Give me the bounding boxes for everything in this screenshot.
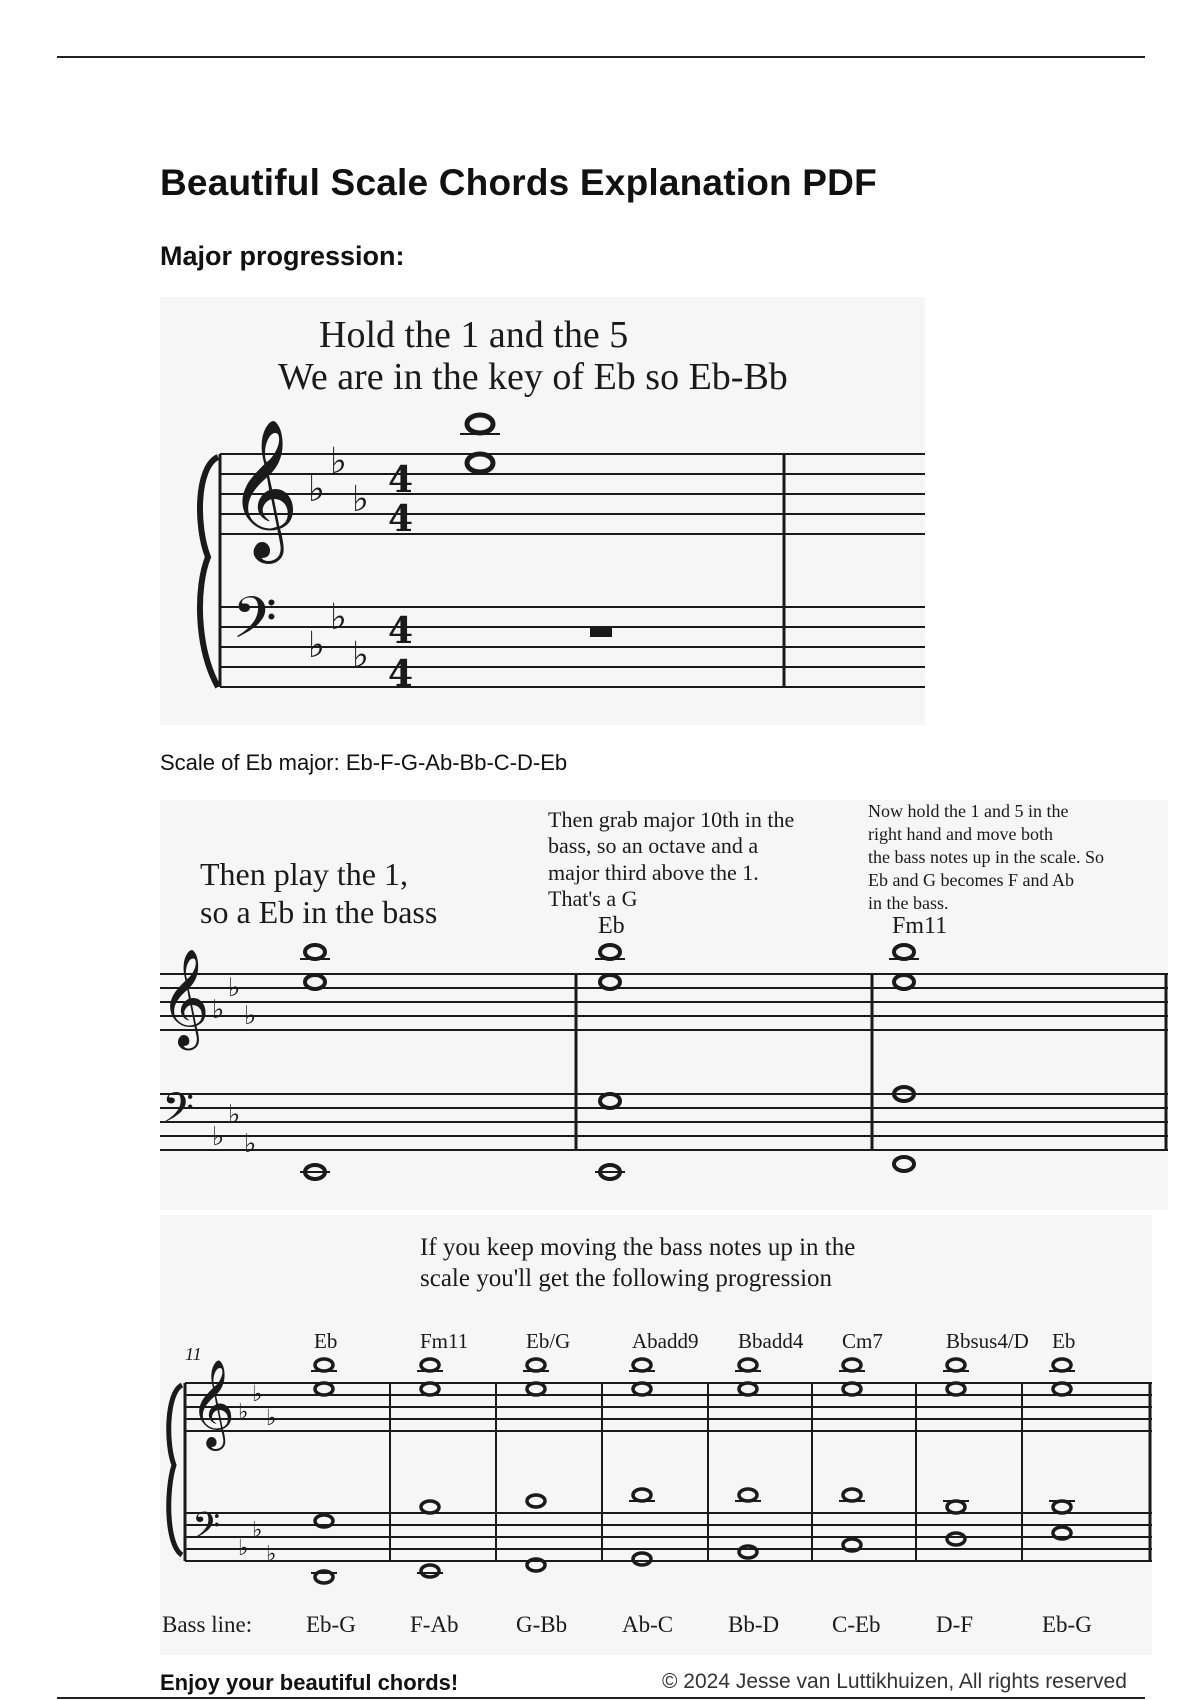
chord-symbol-fm11: Fm11 [892, 913, 948, 939]
chord-symbol: Bbsus4/D [946, 1329, 1029, 1353]
treble-note [527, 1359, 545, 1371]
whole-rest [590, 627, 612, 637]
time-signature [388, 459, 413, 695]
bass-line-pair: Eb-G [306, 1612, 356, 1637]
top-rule [57, 56, 1145, 58]
treble-note [527, 1383, 545, 1395]
figure2-caption-line1: Then play the 1, [200, 856, 408, 892]
chord-symbol: Eb [1052, 1329, 1076, 1353]
svg-text:♭: ♭ [244, 1129, 257, 1159]
measure-3-notes [889, 945, 919, 1171]
treble-staff [185, 1383, 1152, 1431]
bass-note [633, 1489, 651, 1501]
score-figure-full-progression [160, 1215, 1152, 1655]
treble-note [739, 1359, 757, 1371]
treble-note [843, 1359, 861, 1371]
svg-text:the bass notes up in the scale: the bass notes up in the scale. So [868, 847, 1104, 867]
svg-text:4: 4 [388, 459, 414, 501]
measure-2-notes [595, 945, 625, 1179]
treble-clef-icon: 𝄞 [228, 419, 299, 558]
figure2-caption-line2: so a Eb in the bass [200, 894, 438, 930]
bass-note [421, 1565, 439, 1577]
svg-text:♭: ♭ [238, 1536, 249, 1561]
grand-staff-brace [200, 457, 218, 687]
treble-note [843, 1383, 861, 1395]
whole-note-chord [460, 415, 500, 472]
chord-symbol: Abadd9 [632, 1329, 699, 1353]
chord-symbol: Fm11 [420, 1329, 469, 1353]
figure3-caption-line2: scale you'll get the following progression [420, 1265, 833, 1292]
bass-note [739, 1546, 757, 1558]
bottom-rule [57, 1697, 1145, 1699]
chord-symbol: Eb [314, 1329, 338, 1353]
bass-note [739, 1489, 757, 1501]
measure-1-notes [300, 945, 330, 1179]
svg-text:4: 4 [388, 610, 414, 652]
chord-symbol-eb: Eb [598, 913, 625, 939]
section-heading: Major progression: [160, 241, 405, 271]
treble-note [739, 1383, 757, 1395]
key-signature-flats [238, 1382, 276, 1567]
treble-note [315, 1383, 333, 1395]
svg-text:major third above the 1.: major third above the 1. [548, 860, 759, 885]
measure-number: 11 [185, 1344, 202, 1364]
bass-line-pair: Eb-G [1042, 1612, 1092, 1637]
bass-staff [220, 607, 925, 687]
svg-text:That's a G: That's a G [548, 886, 638, 911]
bass-line-pair: D-F [936, 1612, 974, 1637]
bass-staff [185, 1513, 1152, 1561]
bass-clef-icon: 𝄢 [232, 584, 278, 666]
svg-text:bass, so an octave and a: bass, so an octave and a [548, 833, 759, 858]
svg-text:♭: ♭ [238, 1400, 249, 1425]
bass-note [633, 1553, 651, 1565]
figure2-note-hold-and-move [868, 801, 1104, 913]
treble-note [421, 1359, 439, 1371]
svg-text:♭: ♭ [212, 1122, 225, 1152]
footer-message: Enjoy your beautiful chords! [160, 1670, 459, 1695]
treble-note [633, 1383, 651, 1395]
svg-text:Eb and G becomes F and Ab: Eb and G becomes F and Ab [868, 870, 1074, 890]
bass-line-pair: C-Eb [832, 1612, 881, 1637]
figure1-caption-line2: We are in the key of Eb so Eb-Bb [278, 356, 788, 398]
svg-text:♭: ♭ [308, 625, 325, 666]
svg-text:♭: ♭ [228, 973, 241, 1003]
treble-clef-icon: 𝄞 [190, 1358, 235, 1447]
treble-note [947, 1383, 965, 1395]
bass-staff [160, 1094, 1168, 1150]
svg-text:♭: ♭ [252, 1382, 263, 1407]
treble-note [421, 1383, 439, 1395]
bass-line-pair: F-Ab [410, 1612, 459, 1637]
page-title: Beautiful Scale Chords Explanation PDF [160, 162, 877, 203]
treble-note [1053, 1359, 1071, 1371]
svg-text:4: 4 [388, 653, 414, 695]
treble-note [1053, 1383, 1071, 1395]
treble-staff [160, 974, 1168, 1030]
treble-clef-icon: 𝄞 [160, 948, 210, 1046]
figure1-caption-line1: Hold the 1 and the 5 [319, 314, 629, 356]
score-figure-bass-progression [160, 800, 1168, 1210]
svg-text:Then grab major 10th in the: Then grab major 10th in the [548, 807, 795, 832]
figure3-caption-line1: If you keep moving the bass notes up in the [420, 1234, 856, 1261]
bass-line-pair: Ab-C [622, 1612, 674, 1637]
chord-symbol: Eb/G [526, 1329, 571, 1353]
svg-text:right hand and move both: right hand and move both [868, 824, 1053, 844]
bass-line-pair: Bb-D [728, 1612, 780, 1637]
key-signature-flats [308, 441, 369, 676]
svg-text:♭: ♭ [212, 995, 225, 1025]
grand-staff-brace [169, 1385, 182, 1555]
svg-text:♭: ♭ [266, 1406, 277, 1431]
scale-description: Scale of Eb major: Eb-F-G-Ab-Bb-C-D-Eb [160, 750, 568, 775]
svg-text:♭: ♭ [308, 469, 325, 510]
svg-text:♭: ♭ [228, 1100, 241, 1130]
treble-note [947, 1359, 965, 1371]
svg-text:in the bass.: in the bass. [868, 893, 949, 913]
bass-clef-icon: 𝄢 [162, 1084, 195, 1142]
score-figure-hold-1-and-5 [160, 297, 925, 725]
key-signature-flats [212, 973, 256, 1159]
bass-note [947, 1501, 965, 1513]
svg-text:♭: ♭ [266, 1542, 277, 1567]
chord-symbol: Cm7 [842, 1329, 883, 1353]
figure2-note-major-10th [548, 807, 794, 911]
chord-symbol: Bbadd4 [738, 1329, 804, 1353]
svg-text:♭: ♭ [244, 1001, 257, 1031]
svg-text:♭: ♭ [352, 479, 369, 520]
bass-line-label: Bass line: [162, 1612, 253, 1637]
treble-note [315, 1359, 333, 1371]
bass-note [421, 1501, 439, 1513]
svg-text:♭: ♭ [330, 597, 347, 638]
bass-line-pair: G-Bb [516, 1612, 568, 1637]
treble-note [633, 1359, 651, 1371]
bass-clef-icon: 𝄢 [192, 1505, 221, 1556]
svg-text:4: 4 [388, 498, 414, 540]
bass-note [1053, 1501, 1071, 1513]
bass-note [843, 1489, 861, 1501]
svg-text:♭: ♭ [252, 1518, 263, 1543]
treble-staff [220, 454, 925, 534]
bass-note [947, 1533, 965, 1545]
bass-note [527, 1495, 545, 1507]
svg-text:Now hold the 1 and 5 in the: Now hold the 1 and 5 in the [868, 801, 1069, 821]
footer-copyright: © 2024 Jesse van Luttikhuizen, All rights reserved [662, 1670, 1127, 1693]
svg-text:♭: ♭ [352, 635, 369, 676]
svg-text:♭: ♭ [330, 441, 347, 482]
